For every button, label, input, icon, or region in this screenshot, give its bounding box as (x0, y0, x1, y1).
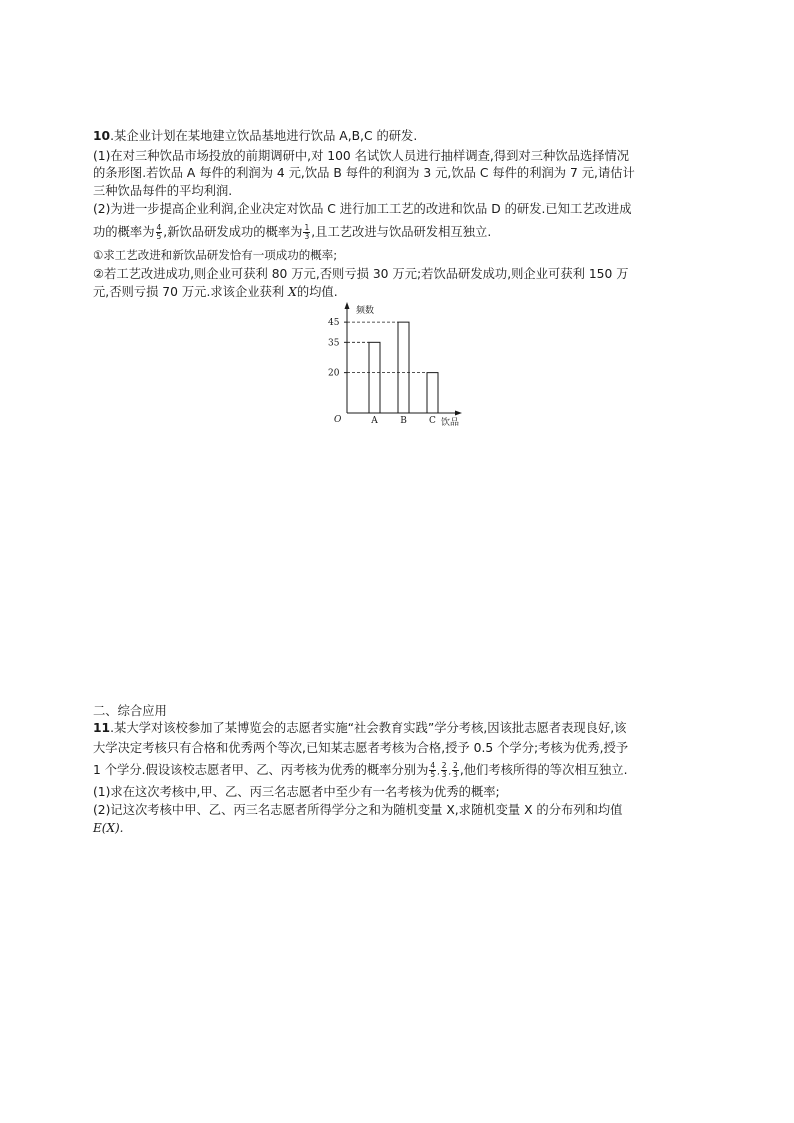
fraction-1-3: $\frac{1}{3}$ (304, 223, 310, 241)
q11-part2-line2: E(X). (93, 821, 124, 835)
q11-part2-line1: (2)记这次考核中甲、乙、丙三名志愿者所得学分之和为随机变量 X,求随机变量 X 的分布列和均值 (93, 803, 623, 817)
section-title: 二、综合应用 (93, 704, 167, 718)
q10-number: 10 (93, 129, 111, 143)
bar-A (369, 342, 380, 413)
q10-part2-prefix: 功的概率为 (93, 225, 155, 239)
q10-title: .某企业计划在某地建立饮品基地进行饮品 A,B,C 的研发. (110, 129, 418, 143)
q10-part1-line2: 的条形图.若饮品 A 每件的利润为 4 元,饮品 B 每件的利润为 3 元,饮品 C 每件的利润为 7 元,请估计 (93, 166, 635, 180)
fraction-2-3: $\frac{2}{3}$ (441, 761, 447, 779)
fraction-4-5: $\frac{4}{5}$ (156, 223, 162, 241)
q11-part1: (1)求在这次考核中,甲、乙、丙三名志愿者中至少有一名考核为优秀的概率; (93, 785, 500, 799)
q10-sub1: ①求工艺改进和新饮品研发恰有一项成功的概率; (93, 248, 338, 262)
category-label-A: A (371, 416, 378, 426)
bars-group (347, 322, 438, 426)
q10-part2-suffix: ,且工艺改进与饮品研发相互独立. (311, 225, 492, 239)
q10-part2-line2 (93, 223, 491, 241)
q11-number: 11 (93, 721, 111, 735)
y-tick-label: 45 (328, 318, 340, 329)
q11-line2: 大学决定考核只有合格和优秀两个等次,已知某志愿者考核为合格,授予 0.5 个学分;考核为优秀,授予 (93, 741, 629, 755)
y-axis-label: 频数 (356, 306, 375, 316)
bar-B (398, 322, 409, 413)
q10-part1-line1: (1)在对三种饮品市场投放的前期调研中,对 100 名试饮人员进行抽样调查,得到对三种饮品选择情况 (93, 149, 630, 163)
category-label-C: C (429, 416, 436, 426)
q11-line1: 11.某大学对该校参加了某博览会的志愿者实施“社会教育实践”学分考核,因该批志愿者表现良好,该 (93, 721, 627, 735)
x-axis-arrow (455, 411, 462, 416)
fraction-2-3: $\frac{2}{3}$ (453, 761, 458, 779)
q10-part1-line3: 三种饮品每件的平均利润. (93, 184, 233, 198)
q10-sub2-line1: ②若工艺改进成功,则企业可获利 80 万元,否则亏损 30 万元;若饮品研发成功,则企业可获利 150 万 (93, 267, 629, 281)
category-label-B: B (400, 416, 407, 426)
bar-chart (325, 300, 470, 430)
q10-sub2-line2: 元,否则亏损 70 万元.求该企业获利 X的均值. (93, 285, 338, 299)
q10-title-line (93, 127, 417, 145)
fraction-4-5: $\frac{4}{5}$ (430, 761, 436, 779)
q10-part2-line1: (2)为进一步提高企业利润,企业决定对饮品 C 进行加工工艺的改进和饮品 D 的研发.已知工艺改进成 (93, 202, 632, 216)
y-axis-arrow (345, 302, 350, 309)
x-axis-label: 饮品 (441, 418, 460, 428)
q11-line3: 1 个学分.假设该校志愿者甲、乙、丙考核为优秀的概率分别为 $\frac{4}{5}$ , $\frac{2}{3}$ , $\frac{2}{3}$ ,他们考核所得的等次相互独立. (93, 761, 628, 779)
y-tick-label: 35 (328, 338, 340, 349)
bar-C (427, 373, 438, 413)
variable-x: X (288, 285, 297, 299)
q10-part2-mid: ,新饮品研发成功的概率为 (163, 225, 303, 239)
origin-label: O (334, 415, 342, 425)
y-tick-label: 20 (328, 368, 340, 379)
